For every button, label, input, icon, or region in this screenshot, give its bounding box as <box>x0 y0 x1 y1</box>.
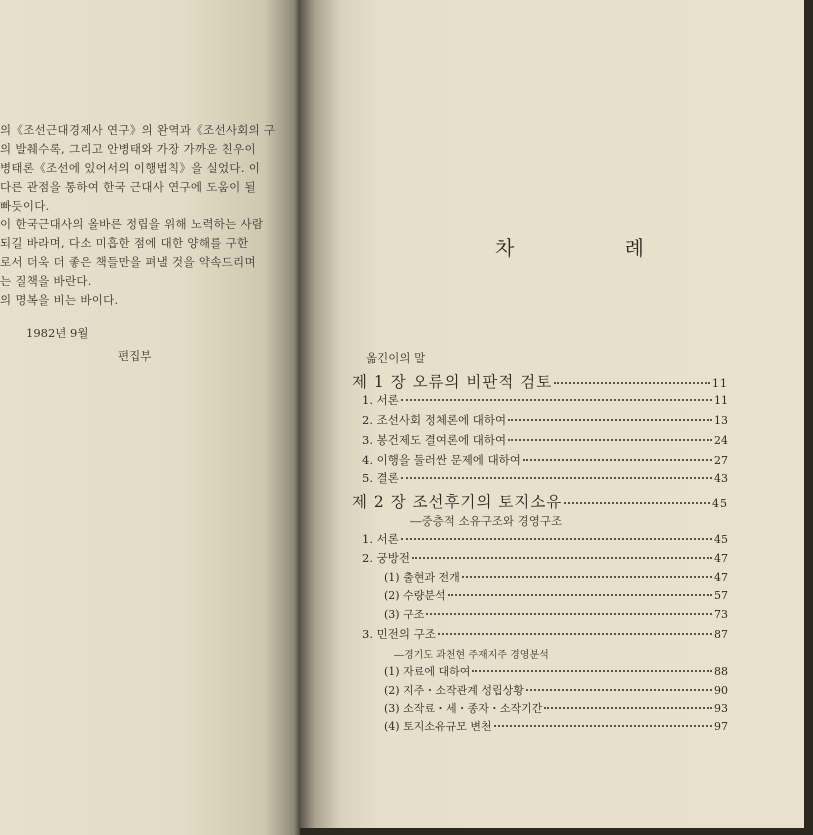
toc-entry-label: 제 2 장 조선후기의 토지소유 <box>352 493 563 511</box>
toc-chapter <box>352 370 728 392</box>
toc-page-number: 73 <box>714 608 728 621</box>
toc-page-number: 90 <box>714 684 728 697</box>
toc-section <box>362 470 728 486</box>
toc-subsection <box>384 718 728 734</box>
toc-entry-label: (1) 자료에 대하여 <box>384 665 471 678</box>
toc-title: 차 례 <box>495 236 696 260</box>
left-page-line: 의《조선근대경제사 연구》의 완역과《조선사회의 구 <box>0 123 276 137</box>
toc-leader-dots <box>554 381 710 384</box>
toc-leader-dots <box>401 537 712 540</box>
toc-leader-dots <box>544 706 712 709</box>
toc-preface: 옮긴이의 말 <box>366 351 426 365</box>
toc-entry-label: 3. 봉건제도 결여론에 대하여 <box>362 433 507 447</box>
toc-entry-label: 3. 민전의 구조 <box>362 627 436 641</box>
left-page-line: 다른 관점을 통하여 한국 근대사 연구에 도움이 될 <box>0 180 256 194</box>
left-page <box>0 0 300 835</box>
toc-subsection <box>384 606 728 622</box>
toc-entry-label: (2) 수량분석 <box>384 589 446 602</box>
toc-page-number: 43 <box>714 472 728 485</box>
preface-date: 1982년 9월 <box>26 326 89 340</box>
toc-leader-dots <box>401 398 712 401</box>
toc-leader-dots <box>401 476 712 479</box>
toc-leader-dots <box>472 669 712 672</box>
toc-entry-label: 1. 서론 <box>362 532 399 546</box>
toc-entry-label: 2. 궁방전 <box>362 551 410 565</box>
toc-entry-label: 제 1 장 오류의 비판적 검토 <box>352 373 553 391</box>
toc-page-number: 97 <box>714 720 728 733</box>
toc-subsection <box>384 569 728 585</box>
toc-leader-dots <box>508 438 712 441</box>
toc-leader-dots <box>526 688 712 691</box>
toc-subsection <box>384 700 728 716</box>
toc-page-number: 45 <box>712 497 728 510</box>
preface-signature: 편집부 <box>118 349 152 363</box>
toc-entry-label: (1) 출현과 전개 <box>384 571 460 584</box>
toc-section <box>362 452 728 468</box>
toc-page-number: 57 <box>714 589 728 602</box>
toc-leader-dots <box>448 593 712 596</box>
toc-page-number: 93 <box>714 702 728 715</box>
toc-section <box>362 531 728 547</box>
toc-section <box>362 432 728 448</box>
toc-page-number: 45 <box>714 533 728 546</box>
book-edge <box>804 0 813 835</box>
toc-leader-dots <box>508 418 712 421</box>
toc-section <box>362 412 728 428</box>
toc-entry-label: (3) 소작료・세・종자・소작기간 <box>384 702 543 715</box>
toc-leader-dots <box>438 632 712 635</box>
left-page-line: 빠듯이다. <box>0 199 50 213</box>
toc-section <box>362 626 728 642</box>
toc-entry-label: 1. 서론 <box>362 393 399 407</box>
toc-entry-label: 5. 결론 <box>362 471 399 485</box>
left-page-line: 이 한국근대사의 올바른 정립을 위해 노력하는 사람 <box>0 217 264 231</box>
toc-page-number: 24 <box>714 434 728 447</box>
toc-page-number: 11 <box>712 377 728 390</box>
toc-chapter <box>352 490 728 512</box>
left-page-line: 되길 바라며, 다소 미흡한 점에 대한 양해를 구한 <box>0 236 249 250</box>
toc-subsection <box>384 682 728 698</box>
toc-section <box>362 550 728 566</box>
toc-section <box>362 392 728 408</box>
toc-leader-dots <box>494 724 712 727</box>
toc-page-number: 13 <box>714 414 728 427</box>
toc-leader-dots <box>462 575 712 578</box>
toc-entry-label: 2. 조선사회 정체론에 대하여 <box>362 413 507 427</box>
left-page-line: 로서 더욱 더 좋은 책들만을 펴낼 것을 약속드리며 <box>0 255 256 269</box>
toc-leader-dots <box>426 612 712 615</box>
toc-page-number: 47 <box>714 571 728 584</box>
toc-page-number: 11 <box>714 394 728 407</box>
toc-subsection <box>384 663 728 679</box>
toc-page-number: 87 <box>714 628 728 641</box>
toc-entry-label: (4) 토지소유규모 변천 <box>384 720 492 733</box>
left-page-line: 병태론《조선에 있어서의 이행법칙》을 실었다. 이 <box>0 161 261 175</box>
chapter-subtitle: ―중층적 소유구조와 경영구조 <box>410 514 563 528</box>
toc-leader-dots <box>523 458 712 461</box>
toc-page-number: 27 <box>714 454 728 467</box>
toc-subsection <box>384 587 728 603</box>
book-edge <box>300 828 813 835</box>
left-page-line: 의 명복을 비는 바이다. <box>0 293 119 307</box>
toc-page-number: 88 <box>714 665 728 678</box>
left-page-line: 의 발췌수록, 그리고 안병태와 가장 가까운 친우이 <box>0 142 256 156</box>
toc-leader-dots <box>564 501 710 504</box>
toc-entry-label: (3) 구조 <box>384 608 425 621</box>
toc-entry-label: 4. 이행을 둘러싼 문제에 대하여 <box>362 453 521 467</box>
toc-entry-label: (2) 지주・소작관계 성립상황 <box>384 684 524 697</box>
toc-page-number: 47 <box>714 552 728 565</box>
toc-leader-dots <box>412 556 712 559</box>
left-page-line: 는 질책을 바란다. <box>0 274 92 288</box>
section-subtitle: ―경기도 과천현 주재지주 경영분석 <box>394 650 549 661</box>
